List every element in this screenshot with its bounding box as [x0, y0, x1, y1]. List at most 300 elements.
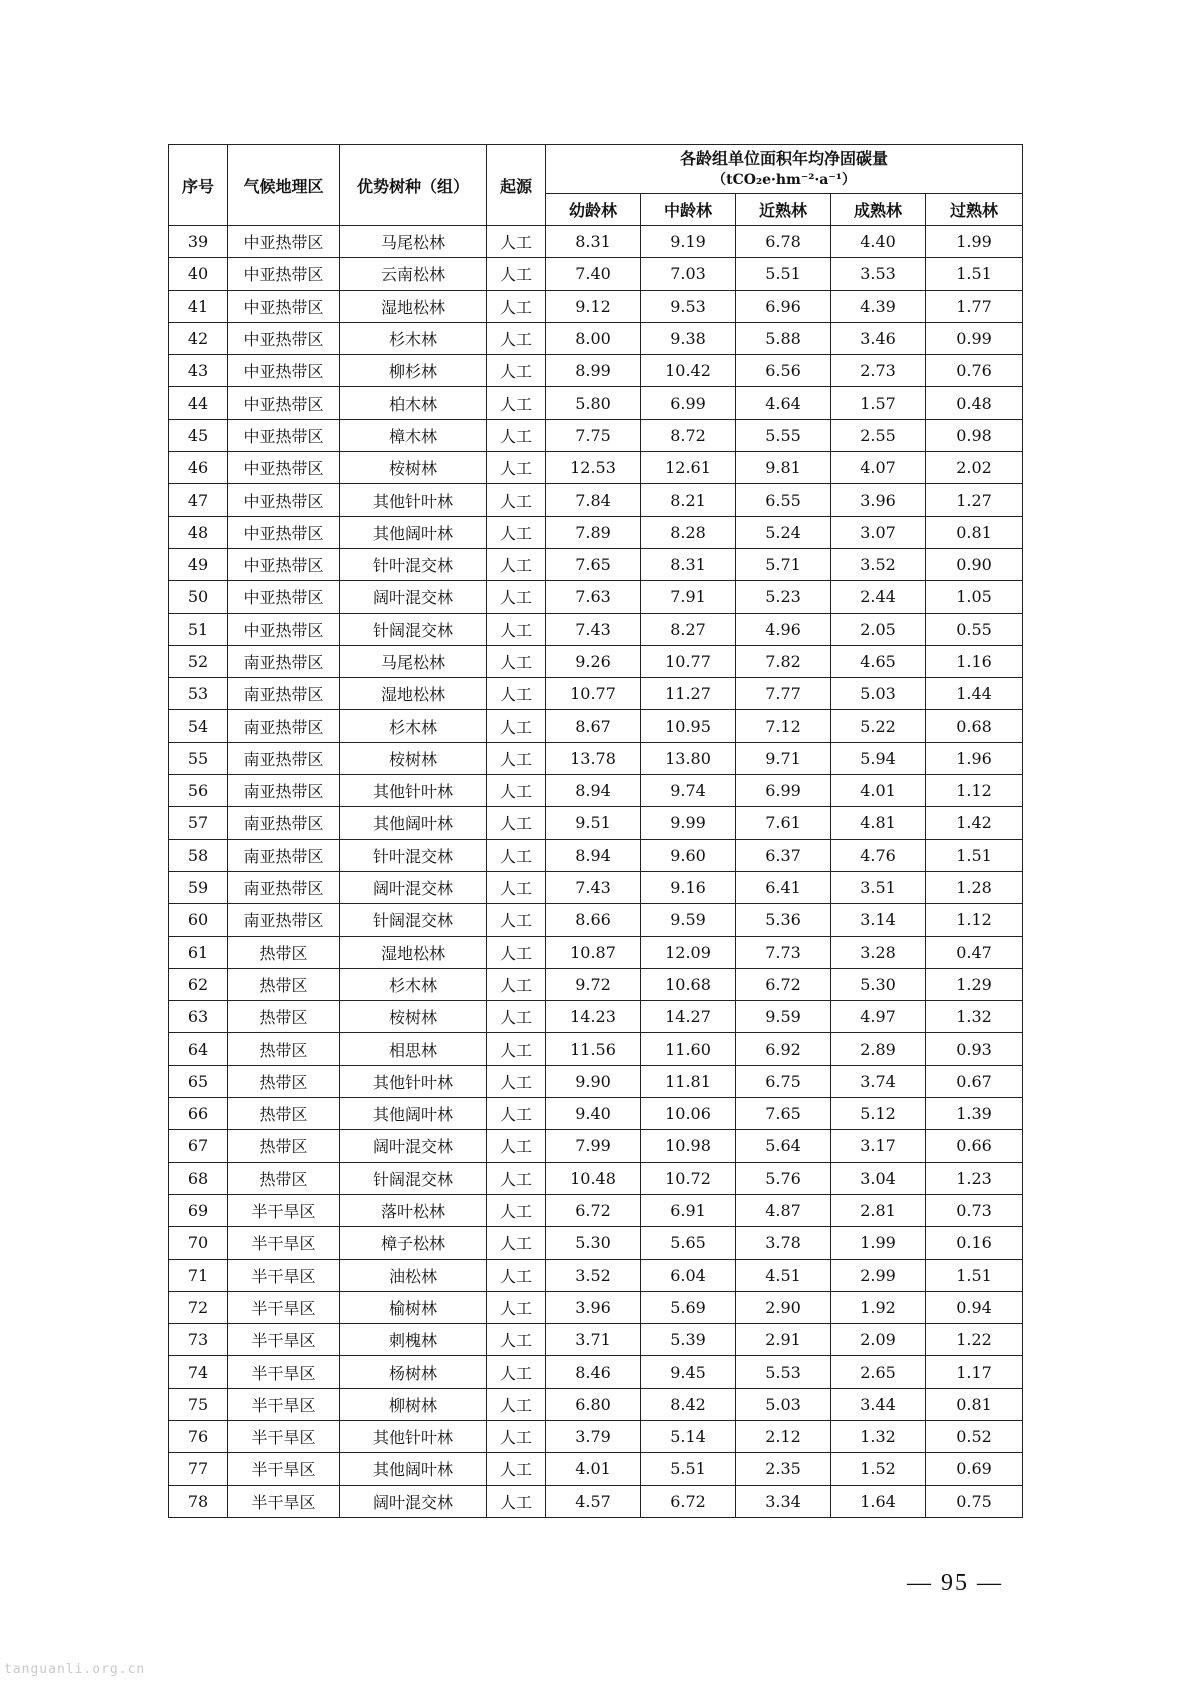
cell-mature: 4.07: [831, 452, 926, 484]
cell-region: 中亚热带区: [228, 484, 340, 516]
cell-middle: 8.72: [641, 419, 736, 451]
cell-mature: 2.81: [831, 1194, 926, 1226]
table-row: [169, 904, 1023, 936]
table-row: [169, 1001, 1023, 1033]
table-row: [169, 1227, 1023, 1259]
cell-region: 南亚热带区: [228, 710, 340, 742]
table-row: [169, 775, 1023, 807]
cell-species: 阔叶混交林: [340, 1485, 487, 1517]
cell-premature: 5.88: [736, 322, 831, 354]
cell-region: 中亚热带区: [228, 452, 340, 484]
cell-middle: 5.39: [641, 1324, 736, 1356]
cell-young: 8.94: [546, 839, 641, 871]
cell-origin: 人工: [487, 936, 546, 968]
cell-young: 7.63: [546, 581, 641, 613]
cell-overmature: 0.94: [926, 1291, 1023, 1323]
table-row: [169, 258, 1023, 290]
cell-species: 湿地松林: [340, 678, 487, 710]
cell-young: 7.99: [546, 1130, 641, 1162]
cell-seq: 76: [169, 1420, 228, 1452]
table-row: [169, 742, 1023, 774]
cell-young: 7.65: [546, 548, 641, 580]
table-row: [169, 355, 1023, 387]
table-row: [169, 581, 1023, 613]
header-age-overmature: 过熟林: [926, 194, 1023, 226]
cell-region: 中亚热带区: [228, 290, 340, 322]
cell-species: 柳树林: [340, 1388, 487, 1420]
cell-region: 中亚热带区: [228, 387, 340, 419]
table-row: [169, 1324, 1023, 1356]
cell-overmature: 1.51: [926, 1259, 1023, 1291]
cell-overmature: 0.47: [926, 936, 1023, 968]
cell-species: 桉树林: [340, 742, 487, 774]
cell-species: 阔叶混交林: [340, 871, 487, 903]
cell-species: 杉木林: [340, 322, 487, 354]
cell-species: 柳杉林: [340, 355, 487, 387]
cell-origin: 人工: [487, 1130, 546, 1162]
cell-origin: 人工: [487, 807, 546, 839]
cell-origin: 人工: [487, 1227, 546, 1259]
cell-seq: 51: [169, 613, 228, 645]
cell-mature: 5.22: [831, 710, 926, 742]
cell-young: 3.79: [546, 1420, 641, 1452]
cell-premature: 7.73: [736, 936, 831, 968]
cell-young: 10.87: [546, 936, 641, 968]
cell-premature: 6.37: [736, 839, 831, 871]
cell-mature: 5.12: [831, 1098, 926, 1130]
cell-overmature: 0.69: [926, 1453, 1023, 1485]
cell-seq: 54: [169, 710, 228, 742]
cell-species: 其他阔叶林: [340, 516, 487, 548]
cell-species: 刺槐林: [340, 1324, 487, 1356]
cell-overmature: 1.96: [926, 742, 1023, 774]
cell-origin: 人工: [487, 968, 546, 1000]
cell-premature: 6.78: [736, 226, 831, 258]
cell-middle: 9.60: [641, 839, 736, 871]
cell-mature: 2.73: [831, 355, 926, 387]
cell-mature: 2.65: [831, 1356, 926, 1388]
cell-young: 9.26: [546, 645, 641, 677]
cell-overmature: 1.29: [926, 968, 1023, 1000]
table-row: [169, 839, 1023, 871]
cell-overmature: 1.27: [926, 484, 1023, 516]
cell-species: 柏木林: [340, 387, 487, 419]
cell-middle: 9.19: [641, 226, 736, 258]
cell-middle: 8.28: [641, 516, 736, 548]
cell-seq: 72: [169, 1291, 228, 1323]
cell-premature: 3.78: [736, 1227, 831, 1259]
table-row: [169, 678, 1023, 710]
cell-mature: 3.74: [831, 1065, 926, 1097]
cell-premature: 5.53: [736, 1356, 831, 1388]
cell-origin: 人工: [487, 1420, 546, 1452]
cell-region: 半干旱区: [228, 1259, 340, 1291]
table-row: [169, 1065, 1023, 1097]
cell-middle: 9.16: [641, 871, 736, 903]
cell-origin: 人工: [487, 1388, 546, 1420]
cell-seq: 48: [169, 516, 228, 548]
cell-young: 8.94: [546, 775, 641, 807]
header-age-middle: 中龄林: [641, 194, 736, 226]
cell-region: 热带区: [228, 1065, 340, 1097]
cell-overmature: 1.22: [926, 1324, 1023, 1356]
cell-origin: 人工: [487, 1033, 546, 1065]
cell-species: 杉木林: [340, 710, 487, 742]
cell-region: 热带区: [228, 968, 340, 1000]
cell-mature: 3.04: [831, 1162, 926, 1194]
cell-middle: 12.61: [641, 452, 736, 484]
cell-overmature: 1.28: [926, 871, 1023, 903]
cell-mature: 2.05: [831, 613, 926, 645]
cell-origin: 人工: [487, 1098, 546, 1130]
cell-premature: 5.55: [736, 419, 831, 451]
cell-premature: 9.71: [736, 742, 831, 774]
cell-young: 3.52: [546, 1259, 641, 1291]
cell-species: 阔叶混交林: [340, 1130, 487, 1162]
cell-seq: 55: [169, 742, 228, 774]
cell-premature: 5.64: [736, 1130, 831, 1162]
cell-overmature: 0.67: [926, 1065, 1023, 1097]
cell-young: 10.48: [546, 1162, 641, 1194]
cell-mature: 4.76: [831, 839, 926, 871]
cell-region: 半干旱区: [228, 1194, 340, 1226]
table-row: [169, 1033, 1023, 1065]
cell-overmature: 1.12: [926, 775, 1023, 807]
cell-premature: 5.76: [736, 1162, 831, 1194]
cell-young: 12.53: [546, 452, 641, 484]
cell-seq: 49: [169, 548, 228, 580]
cell-young: 8.31: [546, 226, 641, 258]
cell-middle: 10.95: [641, 710, 736, 742]
cell-middle: 8.21: [641, 484, 736, 516]
cell-seq: 43: [169, 355, 228, 387]
cell-species: 桉树林: [340, 1001, 487, 1033]
cell-young: 5.80: [546, 387, 641, 419]
cell-middle: 12.09: [641, 936, 736, 968]
table-row: [169, 807, 1023, 839]
cell-young: 3.96: [546, 1291, 641, 1323]
cell-seq: 77: [169, 1453, 228, 1485]
cell-young: 8.99: [546, 355, 641, 387]
cell-origin: 人工: [487, 1162, 546, 1194]
cell-origin: 人工: [487, 839, 546, 871]
table-row: [169, 452, 1023, 484]
cell-seq: 60: [169, 904, 228, 936]
cell-seq: 40: [169, 258, 228, 290]
cell-mature: 2.44: [831, 581, 926, 613]
cell-region: 中亚热带区: [228, 322, 340, 354]
cell-region: 中亚热带区: [228, 548, 340, 580]
cell-region: 热带区: [228, 1098, 340, 1130]
cell-overmature: 1.05: [926, 581, 1023, 613]
cell-overmature: 1.51: [926, 839, 1023, 871]
table-row: [169, 1420, 1023, 1452]
cell-overmature: 0.73: [926, 1194, 1023, 1226]
cell-region: 中亚热带区: [228, 613, 340, 645]
cell-overmature: 1.39: [926, 1098, 1023, 1130]
cell-premature: 6.72: [736, 968, 831, 1000]
cell-species: 湿地松林: [340, 290, 487, 322]
cell-mature: 1.99: [831, 1227, 926, 1259]
cell-middle: 9.53: [641, 290, 736, 322]
cell-mature: 5.30: [831, 968, 926, 1000]
cell-premature: 4.96: [736, 613, 831, 645]
cell-premature: 2.91: [736, 1324, 831, 1356]
cell-species: 针叶混交林: [340, 839, 487, 871]
cell-mature: 3.28: [831, 936, 926, 968]
cell-species: 针阔混交林: [340, 1162, 487, 1194]
cell-mature: 4.65: [831, 645, 926, 677]
cell-mature: 3.17: [831, 1130, 926, 1162]
cell-middle: 7.03: [641, 258, 736, 290]
cell-seq: 44: [169, 387, 228, 419]
cell-region: 半干旱区: [228, 1420, 340, 1452]
cell-premature: 5.36: [736, 904, 831, 936]
cell-region: 半干旱区: [228, 1485, 340, 1517]
cell-mature: 2.89: [831, 1033, 926, 1065]
cell-premature: 5.23: [736, 581, 831, 613]
cell-young: 14.23: [546, 1001, 641, 1033]
cell-mature: 4.40: [831, 226, 926, 258]
cell-origin: 人工: [487, 775, 546, 807]
cell-species: 桉树林: [340, 452, 487, 484]
cell-premature: 3.34: [736, 1485, 831, 1517]
cell-middle: 9.99: [641, 807, 736, 839]
cell-mature: 2.55: [831, 419, 926, 451]
cell-seq: 53: [169, 678, 228, 710]
cell-region: 中亚热带区: [228, 516, 340, 548]
cell-region: 南亚热带区: [228, 678, 340, 710]
cell-origin: 人工: [487, 1194, 546, 1226]
cell-middle: 11.60: [641, 1033, 736, 1065]
cell-young: 7.89: [546, 516, 641, 548]
cell-region: 半干旱区: [228, 1356, 340, 1388]
cell-seq: 45: [169, 419, 228, 451]
cell-premature: 5.51: [736, 258, 831, 290]
age-group-title: 各龄组单位面积年均净固碳量: [680, 149, 889, 168]
cell-mature: 4.01: [831, 775, 926, 807]
cell-seq: 73: [169, 1324, 228, 1356]
table-row: [169, 1098, 1023, 1130]
cell-premature: 2.35: [736, 1453, 831, 1485]
cell-premature: 6.41: [736, 871, 831, 903]
cell-region: 中亚热带区: [228, 258, 340, 290]
cell-young: 9.12: [546, 290, 641, 322]
header-age-young: 幼龄林: [546, 194, 641, 226]
cell-young: 9.72: [546, 968, 641, 1000]
cell-mature: 4.39: [831, 290, 926, 322]
header-region: 气候地理区: [228, 145, 340, 226]
table-row: [169, 1259, 1023, 1291]
cell-mature: 1.52: [831, 1453, 926, 1485]
cell-species: 其他针叶林: [340, 775, 487, 807]
cell-middle: 5.65: [641, 1227, 736, 1259]
cell-premature: 9.59: [736, 1001, 831, 1033]
cell-seq: 69: [169, 1194, 228, 1226]
cell-region: 热带区: [228, 1162, 340, 1194]
cell-seq: 75: [169, 1388, 228, 1420]
cell-overmature: 1.44: [926, 678, 1023, 710]
cell-middle: 10.77: [641, 645, 736, 677]
cell-overmature: 0.55: [926, 613, 1023, 645]
cell-overmature: 1.51: [926, 258, 1023, 290]
table-row: [169, 1388, 1023, 1420]
cell-species: 杉木林: [340, 968, 487, 1000]
cell-mature: 1.57: [831, 387, 926, 419]
cell-species: 针叶混交林: [340, 548, 487, 580]
cell-young: 10.77: [546, 678, 641, 710]
cell-middle: 11.81: [641, 1065, 736, 1097]
cell-origin: 人工: [487, 484, 546, 516]
cell-young: 4.01: [546, 1453, 641, 1485]
cell-middle: 6.72: [641, 1485, 736, 1517]
cell-mature: 2.09: [831, 1324, 926, 1356]
cell-premature: 4.51: [736, 1259, 831, 1291]
table-row: [169, 710, 1023, 742]
cell-species: 杨树林: [340, 1356, 487, 1388]
table-row: [169, 419, 1023, 451]
cell-species: 樟木林: [340, 419, 487, 451]
cell-seq: 46: [169, 452, 228, 484]
cell-seq: 47: [169, 484, 228, 516]
cell-premature: 9.81: [736, 452, 831, 484]
cell-species: 落叶松林: [340, 1194, 487, 1226]
cell-seq: 66: [169, 1098, 228, 1130]
table-row: [169, 1291, 1023, 1323]
cell-middle: 8.42: [641, 1388, 736, 1420]
cell-seq: 57: [169, 807, 228, 839]
cell-species: 其他针叶林: [340, 1420, 487, 1452]
table-row: [169, 226, 1023, 258]
header-age-group-title: [546, 145, 1023, 194]
header-age-premature: 近熟林: [736, 194, 831, 226]
cell-seq: 39: [169, 226, 228, 258]
cell-middle: 10.68: [641, 968, 736, 1000]
cell-young: 7.75: [546, 419, 641, 451]
cell-young: 6.72: [546, 1194, 641, 1226]
table-row: [169, 1162, 1023, 1194]
cell-overmature: 0.81: [926, 516, 1023, 548]
cell-premature: 5.03: [736, 1388, 831, 1420]
cell-region: 半干旱区: [228, 1388, 340, 1420]
cell-middle: 5.69: [641, 1291, 736, 1323]
cell-species: 针阔混交林: [340, 904, 487, 936]
cell-seq: 58: [169, 839, 228, 871]
cell-seq: 62: [169, 968, 228, 1000]
cell-mature: 2.99: [831, 1259, 926, 1291]
cell-overmature: 0.99: [926, 322, 1023, 354]
cell-mature: 3.07: [831, 516, 926, 548]
cell-origin: 人工: [487, 355, 546, 387]
unit-label: （tCO₂e·hm⁻²·a⁻¹）: [712, 172, 856, 188]
cell-region: 热带区: [228, 1130, 340, 1162]
cell-species: 其他阔叶林: [340, 807, 487, 839]
cell-origin: 人工: [487, 904, 546, 936]
table-row: [169, 290, 1023, 322]
cell-mature: 3.51: [831, 871, 926, 903]
table-body: [169, 226, 1023, 1518]
header-age-mature: 成熟林: [831, 194, 926, 226]
cell-seq: 67: [169, 1130, 228, 1162]
header-species: 优势树种（组）: [340, 145, 487, 226]
cell-origin: 人工: [487, 1291, 546, 1323]
table-row: [169, 1485, 1023, 1517]
cell-origin: 人工: [487, 387, 546, 419]
cell-mature: 5.03: [831, 678, 926, 710]
table-row: [169, 548, 1023, 580]
cell-middle: 13.80: [641, 742, 736, 774]
cell-middle: 9.38: [641, 322, 736, 354]
table-row: [169, 1453, 1023, 1485]
table-row: [169, 387, 1023, 419]
cell-origin: 人工: [487, 452, 546, 484]
cell-middle: 10.06: [641, 1098, 736, 1130]
cell-region: 热带区: [228, 936, 340, 968]
cell-premature: 5.71: [736, 548, 831, 580]
cell-overmature: 1.12: [926, 904, 1023, 936]
cell-mature: 3.52: [831, 548, 926, 580]
cell-middle: 8.31: [641, 548, 736, 580]
cell-origin: 人工: [487, 1356, 546, 1388]
cell-species: 其他阔叶林: [340, 1453, 487, 1485]
cell-premature: 2.90: [736, 1291, 831, 1323]
cell-origin: 人工: [487, 1453, 546, 1485]
cell-seq: 74: [169, 1356, 228, 1388]
cell-young: 5.30: [546, 1227, 641, 1259]
cell-origin: 人工: [487, 1485, 546, 1517]
cell-young: 3.71: [546, 1324, 641, 1356]
watermark: tanguanli.org.cn: [4, 1662, 146, 1677]
cell-middle: 10.98: [641, 1130, 736, 1162]
cell-middle: 9.45: [641, 1356, 736, 1388]
cell-middle: 7.91: [641, 581, 736, 613]
cell-overmature: 0.52: [926, 1420, 1023, 1452]
cell-species: 榆树林: [340, 1291, 487, 1323]
cell-premature: 6.99: [736, 775, 831, 807]
cell-overmature: 1.42: [926, 807, 1023, 839]
cell-origin: 人工: [487, 419, 546, 451]
cell-region: 中亚热带区: [228, 226, 340, 258]
cell-premature: 6.55: [736, 484, 831, 516]
cell-seq: 50: [169, 581, 228, 613]
cell-overmature: 0.66: [926, 1130, 1023, 1162]
cell-young: 9.51: [546, 807, 641, 839]
cell-young: 7.84: [546, 484, 641, 516]
cell-region: 半干旱区: [228, 1453, 340, 1485]
cell-overmature: 0.90: [926, 548, 1023, 580]
cell-overmature: 1.99: [926, 226, 1023, 258]
table-row: [169, 1356, 1023, 1388]
cell-overmature: 0.81: [926, 1388, 1023, 1420]
cell-middle: 6.91: [641, 1194, 736, 1226]
cell-middle: 5.14: [641, 1420, 736, 1452]
table-row: [169, 936, 1023, 968]
carbon-sequestration-table: [168, 144, 1023, 1518]
table-row: [169, 645, 1023, 677]
cell-middle: 14.27: [641, 1001, 736, 1033]
page-number: — 95 —: [907, 1570, 1003, 1596]
table-row: [169, 871, 1023, 903]
cell-origin: 人工: [487, 1065, 546, 1097]
cell-overmature: 0.16: [926, 1227, 1023, 1259]
cell-species: 油松林: [340, 1259, 487, 1291]
cell-species: 其他针叶林: [340, 1065, 487, 1097]
cell-species: 其他针叶林: [340, 484, 487, 516]
cell-overmature: 0.76: [926, 355, 1023, 387]
cell-region: 南亚热带区: [228, 807, 340, 839]
cell-young: 9.40: [546, 1098, 641, 1130]
cell-mature: 3.53: [831, 258, 926, 290]
